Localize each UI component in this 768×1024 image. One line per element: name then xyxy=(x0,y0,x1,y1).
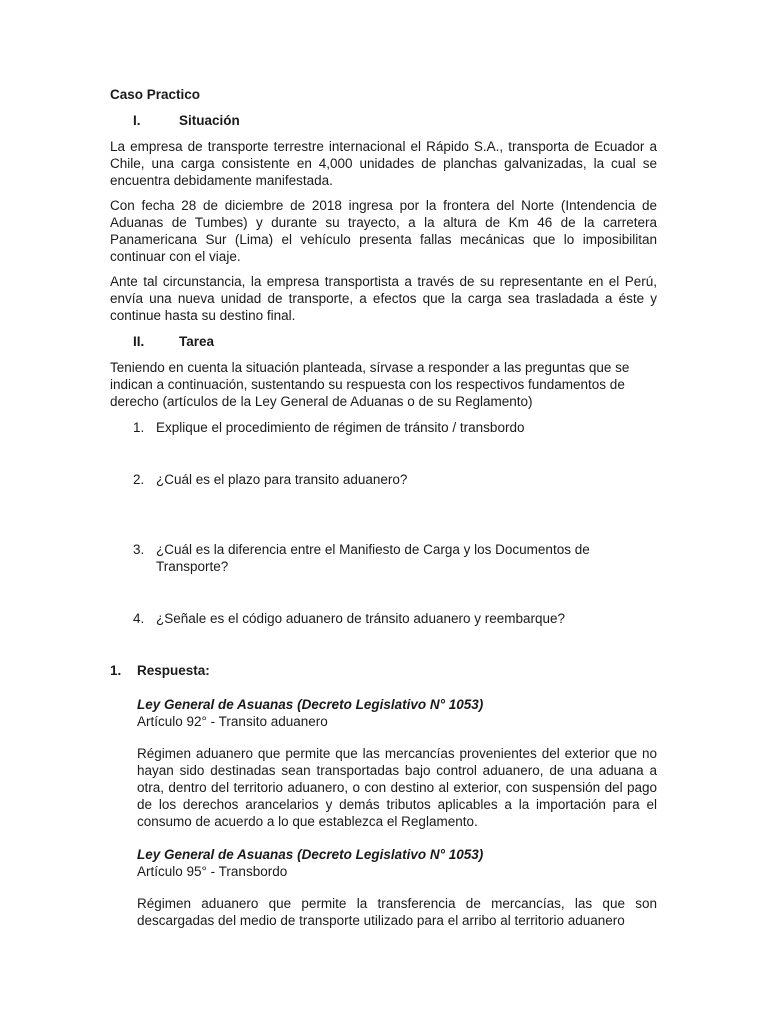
question-number: 4. xyxy=(133,611,145,626)
answer-number: 1. xyxy=(110,663,122,678)
question-number: 1. xyxy=(133,420,145,435)
question-text: ¿Cuál es el plazo para transito aduanero? xyxy=(156,472,408,487)
section-title: Situación xyxy=(179,113,240,128)
section-number: I. xyxy=(133,113,141,128)
question-item xyxy=(133,610,657,627)
answer-paragraph: Régimen aduanero que permite la transferencia de mercancías, las que son descargadas del medio de transporte utilizado para el arribo al territorio aduanero xyxy=(137,896,657,928)
question-text: ¿Señale es el código aduanero de tránsito aduanero y reembarque? xyxy=(156,611,566,626)
situacion-paragraph-2: Con fecha 28 de diciembre de 2018 ingresa por la frontera del Norte (Intendencia de Aduanas de Tumbes) y durante su trayecto, a la altura de Km 46 de la carretera Panamericana Sur (Lima) el vehículo presenta fallas mecánicas que lo imposibilitan continuar con el viaje. xyxy=(110,198,657,264)
answer-paragraph: Régimen aduanero que permite que las mercancías provenientes del exterior que no hayan sido destinadas sean transportadas bajo control aduanero, de una aduana a otra, dentro del territorio aduanero, o con destino al exterior, con suspensión del pago de los derechos arancelarios y demás tributos aplicables a la importación para el consumo de acuerdo a lo que establezca el Reglamento. xyxy=(137,746,657,829)
article-reference: Artículo 95° - Transbordo xyxy=(137,864,288,879)
tarea-intro: Teniendo en cuenta la situación planteada, sírvase a responder a las preguntas que se indican a continuación, sustentando su respuesta con los respectivos fundamentos de derecho (artículos de la Ley General de Aduanas o de su Reglamento) xyxy=(110,360,630,409)
answer-heading xyxy=(110,662,210,679)
section-heading-situacion xyxy=(133,112,240,129)
answer-title: Respuesta: xyxy=(137,663,210,678)
situacion-paragraph-1: La empresa de transporte terrestre internacional el Rápido S.A., transporta de Ecuador a Chile, una carga consistente en 4,000 unidades de planchas galvanizadas, la cual se encuentra debidamente manifestada. xyxy=(110,139,657,188)
law-citation: Ley General de Asuanas (Decreto Legislativo N° 1053) xyxy=(137,847,484,862)
section-heading-tarea xyxy=(133,333,214,350)
question-item xyxy=(133,541,657,575)
question-text: ¿Cuál es la diferencia entre el Manifiesto de Carga y los Documentos de Transporte? xyxy=(156,542,590,574)
situacion-paragraph-3: Ante tal circunstancia, la empresa transportista a través de su representante en el Perú, envía una nueva unidad de transporte, a efectos que la carga sea trasladada a éste y continue hasta su destino final. xyxy=(110,274,657,323)
article-reference: Artículo 92° - Transito aduanero xyxy=(137,714,328,729)
question-number: 2. xyxy=(133,472,145,487)
section-number: II. xyxy=(133,334,145,349)
law-citation: Ley General de Asuanas (Decreto Legislativo N° 1053) xyxy=(137,697,484,712)
question-number: 3. xyxy=(133,542,145,557)
question-item xyxy=(133,419,657,436)
section-title: Tarea xyxy=(179,334,215,349)
document-title: Caso Practico xyxy=(110,87,201,102)
question-text: Explique el procedimiento de régimen de tránsito / transbordo xyxy=(156,420,525,435)
question-item xyxy=(133,471,657,488)
